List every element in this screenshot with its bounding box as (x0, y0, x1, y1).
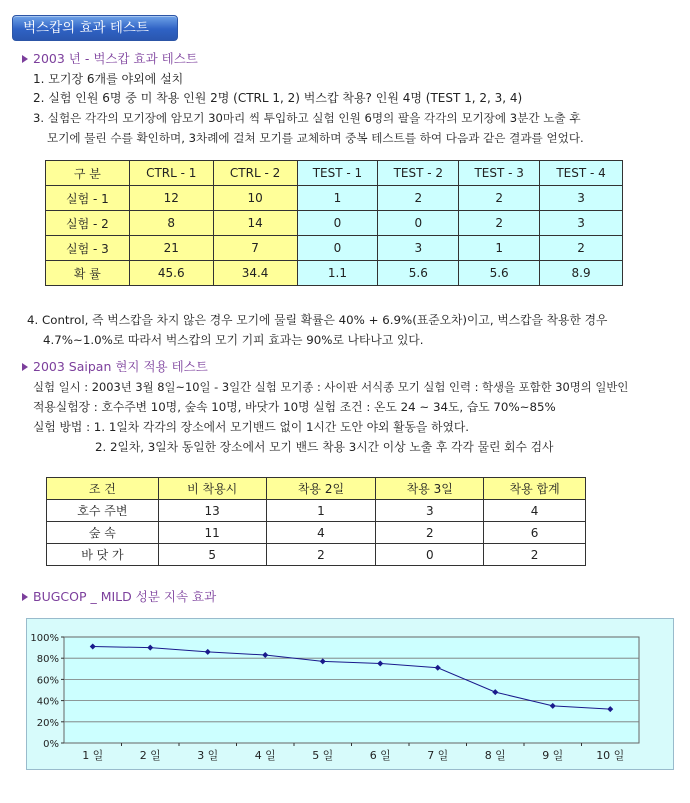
table-cell: 3 (376, 500, 484, 522)
table-cell: 21 (129, 236, 213, 261)
x-tick-label: 4 일 (254, 749, 276, 762)
table-cell: 2 (459, 186, 540, 211)
table-cell: 8.9 (540, 261, 623, 286)
table-cell: 14 (213, 211, 297, 236)
table-cell: 2 (540, 236, 623, 261)
y-tick-label: 40% (36, 696, 59, 708)
section2-heading-text: 2003 Saipan 현지 적용 테스트 (33, 359, 208, 374)
table-cell: 0 (297, 211, 378, 236)
table-row (47, 500, 586, 522)
table-cell: 호수 주변 (47, 500, 159, 522)
table-cell: 3 (540, 211, 623, 236)
section1-heading-text: 2003 년 - 벅스캅 효과 테스트 (33, 51, 198, 66)
table-cell: 실험 - 2 (46, 211, 130, 236)
saipan-info-line-3: 실험 방법 : 1. 1일차 각각의 장소에서 모기밴드 없이 1시간 도안 야외 활동을 하였다. (33, 420, 470, 434)
table-cell: 숲 속 (47, 522, 159, 544)
table-cell: 7 (213, 236, 297, 261)
table-header-cell: TEST - 4 (540, 161, 623, 186)
triangle-bullet-icon (22, 593, 28, 601)
table-cell: 0 (376, 544, 484, 566)
section1-item-3: 3. 실험은 각각의 모기장에 암모기 30마리 씩 투입하고 실험 인원 6명의 팔을 각각의 모기장에 3분간 노출 후 (33, 111, 581, 125)
table-cell: 3 (378, 236, 459, 261)
y-tick-label: 20% (36, 717, 59, 729)
saipan-info-line-1: 실험 일시 : 2003년 3월 8일~10일 - 3일간 실험 모기종 : 사이판 서식종 모기 실험 인력 : 학생을 포함한 30명의 일반인 (33, 380, 629, 394)
y-tick-label: 60% (36, 675, 59, 687)
table-header-cell: 착용 2일 (266, 478, 376, 500)
x-tick-label: 9 일 (542, 749, 564, 762)
section3-heading (22, 589, 216, 605)
table-header-cell: 착용 합계 (484, 478, 586, 500)
table-cell: 10 (213, 186, 297, 211)
page-title: 벅스캅의 효과 테스트 (12, 15, 178, 41)
table-cell: 2 (376, 522, 484, 544)
table-row (46, 236, 623, 261)
saipan-info-line-4: 2. 2일차, 3일차 동일한 장소에서 모기 밴드 착용 3시간 이상 노출 후 각각 물린 회수 검사 (95, 440, 554, 454)
table-header-cell: 구 분 (46, 161, 130, 186)
section1-heading (22, 51, 198, 67)
y-tick-label: 80% (36, 654, 59, 666)
table-cell: 5.6 (378, 261, 459, 286)
conclusion-line-1: 4. Control, 즉 벅스캅을 차지 않은 경우 모기에 물릴 확률은 40% + 6.9%(표준오차)이고, 벅스캅을 착용한 경우 (27, 313, 608, 327)
table-cell: 2 (266, 544, 376, 566)
table-cell: 2 (378, 186, 459, 211)
x-tick-label: 10 일 (596, 749, 625, 762)
table-header-cell: CTRL - 2 (213, 161, 297, 186)
table-cell: 4 (266, 522, 376, 544)
table-cell: 1 (459, 236, 540, 261)
table-cell: 1 (297, 186, 378, 211)
table-cell: 실험 - 1 (46, 186, 130, 211)
test-results-table (45, 160, 623, 286)
table-header-cell: 비 착용시 (158, 478, 266, 500)
x-tick-label: 2 일 (139, 749, 161, 762)
table-cell: 0 (378, 211, 459, 236)
table-row (46, 186, 623, 211)
table-cell: 12 (129, 186, 213, 211)
section1-item-3-cont: 모기에 물린 수를 확인하며, 3차례에 걸쳐 모기를 교체하며 중복 테스트를 하여 다음과 같은 결과를 얻었다. (47, 131, 584, 145)
table-row (46, 261, 623, 286)
x-tick-label: 1 일 (82, 749, 104, 762)
saipan-info-line-2: 적용실험장 : 호수주변 10명, 숲속 10명, 바닷가 10명 실험 조건 : 온도 24 ~ 34도, 습도 70%~85% (33, 400, 556, 414)
table-header-cell: TEST - 3 (459, 161, 540, 186)
table-cell: 5.6 (459, 261, 540, 286)
x-tick-label: 3 일 (197, 749, 219, 762)
table-cell: 13 (158, 500, 266, 522)
table-cell: 4 (484, 500, 586, 522)
table-cell: 1 (266, 500, 376, 522)
table-header-cell: 조 건 (47, 478, 159, 500)
table-row (47, 544, 586, 566)
table-row (46, 211, 623, 236)
table-cell: 3 (540, 186, 623, 211)
duration-chart (26, 618, 674, 770)
table-cell: 0 (297, 236, 378, 261)
triangle-bullet-icon (22, 55, 28, 63)
x-tick-label: 5 일 (312, 749, 334, 762)
table-cell: 실험 - 3 (46, 236, 130, 261)
triangle-bullet-icon (22, 363, 28, 371)
table-cell: 5 (158, 544, 266, 566)
table-cell: 2 (459, 211, 540, 236)
table-header-row (47, 478, 586, 500)
table-header-cell: CTRL - 1 (129, 161, 213, 186)
y-tick-label: 0% (43, 739, 59, 750)
table-cell: 확 률 (46, 261, 130, 286)
table-cell: 45.6 (129, 261, 213, 286)
x-tick-label: 7 일 (427, 749, 449, 762)
conclusion-line-2: 4.7%~1.0%로 따라서 벅스캅의 모기 기피 효과는 90%로 나타나고 있다. (43, 333, 424, 347)
chart-svg (27, 619, 675, 771)
y-tick-label: 100% (30, 633, 59, 644)
table-cell: 바 닷 가 (47, 544, 159, 566)
table-header-cell: 착용 3일 (376, 478, 484, 500)
table-row (47, 522, 586, 544)
table-cell: 6 (484, 522, 586, 544)
table-cell: 8 (129, 211, 213, 236)
table-header-cell: TEST - 1 (297, 161, 378, 186)
table-cell: 34.4 (213, 261, 297, 286)
table-cell: 2 (484, 544, 586, 566)
section2-heading (22, 359, 208, 375)
table-cell: 1.1 (297, 261, 378, 286)
table-cell: 11 (158, 522, 266, 544)
x-tick-label: 6 일 (369, 749, 391, 762)
plot-area (64, 637, 639, 743)
x-tick-label: 8 일 (484, 749, 506, 762)
section3-heading-text: BUGCOP _ MILD 성분 지속 효과 (33, 589, 217, 604)
section1-item-1: 1. 모기장 6개를 야외에 설치 (33, 72, 184, 86)
saipan-results-table (46, 477, 586, 566)
table-header-cell: TEST - 2 (378, 161, 459, 186)
table-header-row (46, 161, 623, 186)
section1-item-2: 2. 실험 인원 6명 중 미 착용 인원 2명 (CTRL 1, 2) 벅스캅 착용? 인원 4명 (TEST 1, 2, 3, 4) (33, 91, 523, 105)
